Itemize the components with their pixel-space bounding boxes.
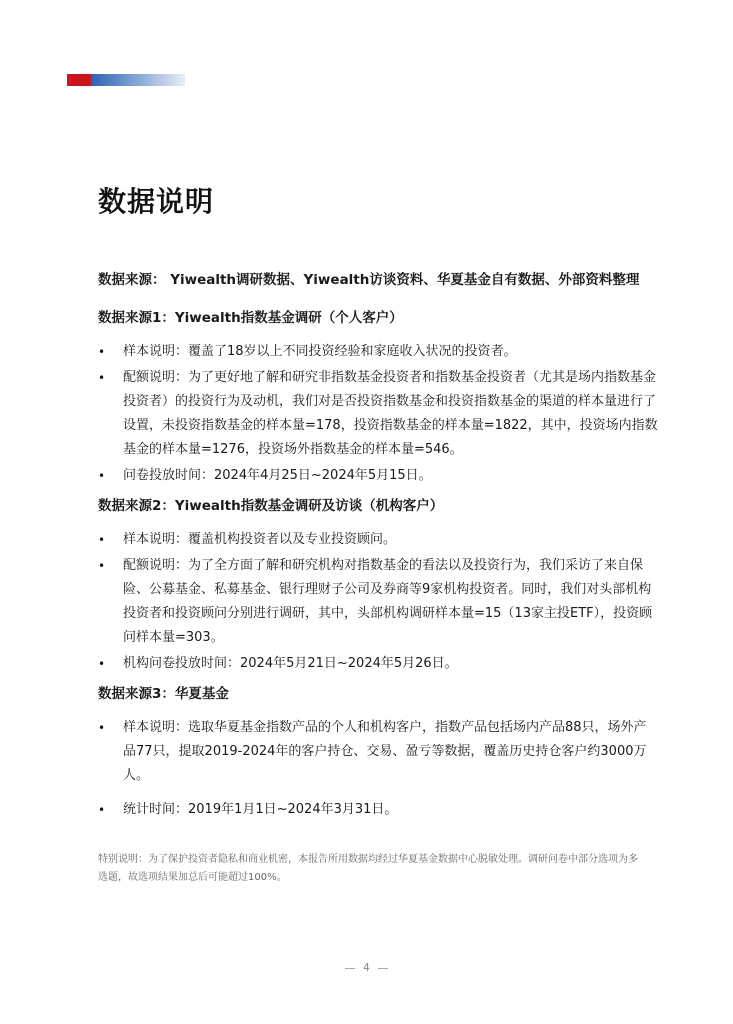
list-item [98,554,658,650]
list-item [98,798,658,822]
list-item [98,340,658,364]
page-title: 数据说明 [98,185,215,218]
list-item-text: 配额说明：为了全方面了解和研究机构对指数基金的看法以及投资行为，我们采访了来自保险、公募基金、私募基金、银行理财子公司及券商等9家机构投资者。同时，我们对头部机构投资者和投资顾问分别进行调研，其中，头部机构调研样本量=15（13家主投ETF），投资顾问样本量=303。 [123,558,653,645]
list-item [98,716,658,788]
bullet-icon: • [98,721,106,735]
bullet-icon: • [98,803,106,817]
bullet-icon: • [98,657,106,671]
list-item-text: 样本说明：覆盖了18岁以上不同投资经验和家庭收入状况的投资者。 [123,344,517,359]
page-number [0,962,733,974]
list-item-text: 样本说明：覆盖机构投资者以及专业投资顾问。 [123,532,397,547]
list-item [98,652,658,676]
bullet-icon: • [98,371,106,385]
page-number-dash-left [345,968,355,969]
header-accent-bar [67,74,185,86]
section-heading: 数据来源3：华夏基金 [98,686,229,702]
bullet-list [98,340,658,488]
list-item [98,366,658,462]
section-source-3 [98,684,658,822]
list-item-text: 统计时间：2019年1月1日~2024年3月31日。 [123,802,398,817]
list-item-text: 配额说明：为了更好地了解和研究非指数基金投资者和指数基金投资者（尤其是场内指数基金投资者）的投资行为及动机，我们对是否投资指数基金和投资指数基金的渠道的样本量进行了设置，未投资指数基金的样本量=178，投资指数基金的样本量=1822，其中，投资场内指数基金的样本量=1276，投资场外指数基金的样本量=546。 [123,370,658,457]
data-source-sections [98,308,658,830]
bullet-icon: • [98,533,106,547]
list-item [98,464,658,488]
section-heading: 数据来源2：Yiwealth指数基金调研及访谈（机构客户） [98,498,444,514]
bullet-list [98,528,658,676]
page-number-dash-right [378,968,388,969]
list-item-text: 问卷投放时间：2024年4月25日~2024年5月15日。 [123,468,432,483]
bullet-icon: • [98,345,106,359]
section-source-2 [98,496,658,676]
list-item-text: 样本说明：选取华夏基金指数产品的个人和机构客户，指数产品包括场内产品88只，场外产品77只，提取2019-2024年的客户持仓、交易、盈亏等数据，覆盖历史持仓客户约3000万人。 [123,720,647,783]
section-source-1 [98,308,658,488]
data-source-summary: 数据来源： Yiwealth调研数据、Yiwealth访谈资料、华夏基金自有数据、外部资料整理 [98,272,640,288]
section-heading: 数据来源1：Yiwealth指数基金调研（个人客户） [98,310,403,326]
bullet-list [98,716,658,822]
bullet-icon: • [98,469,106,483]
list-item [98,528,658,552]
page-number-value: 4 [363,962,370,974]
footnote: 特别说明：为了保护投资者隐私和商业机密，本报告所用数据均经过华夏基金数据中心脱敏处理。调研问卷中部分选项为多选题，故选项结果加总后可能超过100%。 [98,854,638,883]
bullet-icon: • [98,559,106,573]
accent-gradient-block [91,74,185,86]
list-item-text: 机构问卷投放时间：2024年5月21日~2024年5月26日。 [123,656,458,671]
accent-red-block [67,74,91,86]
